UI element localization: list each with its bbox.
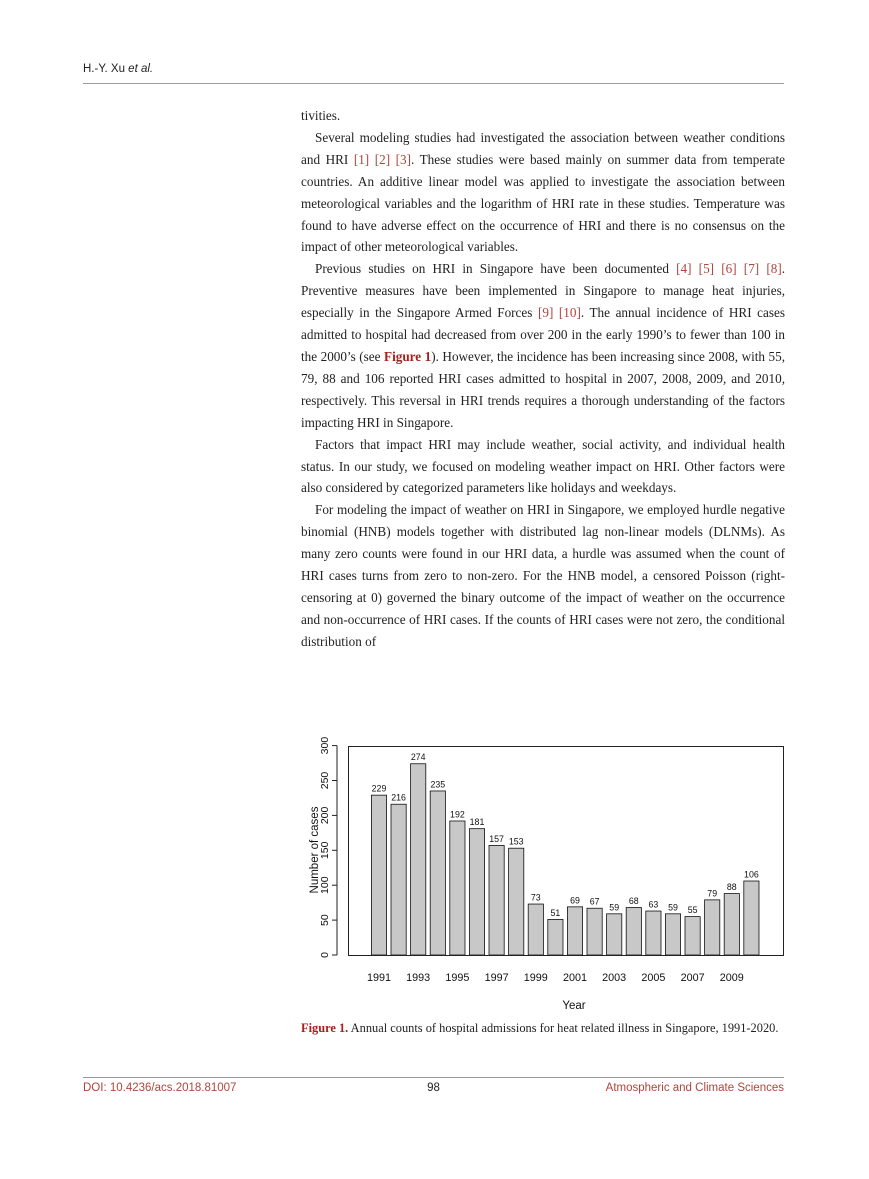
x-tick-label: 2009 xyxy=(719,972,744,984)
header-author: H.-Y. Xu xyxy=(83,63,129,75)
bar-value-label: 181 xyxy=(469,817,485,828)
bar-2002 xyxy=(587,908,602,955)
doi-link[interactable]: DOI: 10.4236/acs.2018.81007 xyxy=(83,1082,237,1094)
paragraph-2 xyxy=(301,258,785,433)
bar-value-label: 192 xyxy=(450,809,465,820)
body-text xyxy=(301,105,785,653)
bar-value-label: 67 xyxy=(589,896,600,907)
bar-2004 xyxy=(626,908,641,955)
bar-2008 xyxy=(705,900,720,955)
x-tick-label: 2001 xyxy=(562,972,588,984)
header-rule xyxy=(83,83,784,84)
paragraph-1-text-b: . These studies were based mainly on summer data from temperate countries. An additive linear model was applied to investigate the association between meteorological variables and the logarithm of HRI rate in these studies. Temperature was found to have adverse effect on the occurrence of HRI and there is no consensus on the impact of other meteorological variables. xyxy=(301,151,786,255)
figure-1-link[interactable]: Figure 1 xyxy=(384,348,432,364)
x-tick-label: 2005 xyxy=(641,972,666,984)
bar-value-label: 88 xyxy=(726,882,737,893)
bar-label-group xyxy=(372,752,759,918)
bar-value-label: 69 xyxy=(570,895,580,906)
bar-2005 xyxy=(646,911,661,955)
y-tick-label: 300 xyxy=(319,736,331,755)
citation-6[interactable]: [6] xyxy=(721,261,737,277)
paragraph-2-text-c: . The annual incidence of HRI cases admitted to hospital had decreased from over 200 in the early 1990’s to fewer than 100 in the 2000’s (see xyxy=(301,305,785,364)
y-tick-label: 150 xyxy=(319,841,331,860)
bar-2009 xyxy=(724,894,739,955)
x-tick-label: 2003 xyxy=(602,972,627,984)
bar-value-label: 63 xyxy=(648,899,659,910)
paragraph-4: For modeling the impact of weather on HRI in Singapore, we employed hurdle negative binomial (HNB) models together with distributed lag non-linear models (DLNMs). As many zero counts were found in our HRI data, a hurdle was assumed when the count of HRI cases turns from zero to non-zero. For the HNB model, a censored Poisson (right-censoring at 0) governed the binary outcome of the impact of weather on the occurrence and non-occurrence of HRI cases. If the counts of HRI cases were not zero, the conditional distribution of xyxy=(301,502,785,649)
bar-value-label: 59 xyxy=(668,902,678,913)
paragraph-0: tivities. xyxy=(301,108,341,123)
citation-3[interactable]: [3] xyxy=(395,151,412,167)
bar-value-label: 59 xyxy=(609,902,620,913)
paragraph-2-text-a: Previous studies on HRI in Singapore have been documented xyxy=(315,261,677,277)
bar-1999 xyxy=(528,904,543,955)
bar-1998 xyxy=(509,848,524,955)
bar-1991 xyxy=(371,795,386,955)
bar-1996 xyxy=(469,829,484,955)
x-tick-label: 1997 xyxy=(484,972,509,984)
x-tick-label: 2007 xyxy=(680,972,705,984)
bar-1994 xyxy=(430,791,445,955)
page-footer xyxy=(83,1082,784,1098)
citation-10[interactable]: [10] xyxy=(558,305,581,321)
citation-2[interactable]: [2] xyxy=(374,151,391,167)
x-tick-label: 1999 xyxy=(523,972,548,984)
caption-label: Figure 1. xyxy=(301,1021,349,1035)
running-header xyxy=(83,63,783,75)
figure-1 xyxy=(301,732,785,1014)
bar-2010 xyxy=(744,881,759,955)
bar-value-label: 68 xyxy=(628,896,639,907)
bar-value-label: 51 xyxy=(550,907,561,918)
x-axis-label: Year xyxy=(562,1000,586,1012)
x-tick-label: 1991 xyxy=(366,972,392,984)
y-tick-label: 100 xyxy=(319,876,331,894)
journal-name[interactable]: Atmospheric and Climate Sciences xyxy=(605,1082,784,1094)
caption-text: Annual counts of hospital admissions for heat related illness in Singapore, 1991-2020. xyxy=(348,1021,779,1035)
figure-caption xyxy=(301,1019,785,1037)
bar-1992 xyxy=(391,804,406,955)
header-etal: et al. xyxy=(128,63,154,75)
citation-5[interactable]: [5] xyxy=(698,261,715,277)
bar-2003 xyxy=(607,914,622,955)
bar-2007 xyxy=(685,917,700,955)
bar-value-label: 153 xyxy=(508,836,524,847)
bar-value-label: 73 xyxy=(530,892,541,903)
y-tick-label: 250 xyxy=(319,771,331,790)
y-tick-label: 0 xyxy=(319,952,331,958)
citation-1[interactable]: [1] xyxy=(353,151,370,167)
bar-2000 xyxy=(548,919,563,955)
page-number: 98 xyxy=(427,1082,440,1094)
y-tick-label: 200 xyxy=(319,806,331,825)
y-axis-label: Number of cases xyxy=(309,806,321,894)
y-tick-label: 50 xyxy=(319,914,331,926)
bar-value-label: 55 xyxy=(687,905,698,916)
bar-1995 xyxy=(450,821,465,955)
paragraph-1-text-a: Several modeling studies had investigated the association between weather conditions and HRI xyxy=(301,129,785,167)
bar-2001 xyxy=(567,907,582,955)
bar-value-label: 274 xyxy=(410,752,426,763)
bar-value-label: 229 xyxy=(371,783,387,794)
paragraph-2-text-b: . Preventive measures have been implemented in Singapore to manage heat injuries, especially in the Singapore Armed Forces xyxy=(301,261,786,321)
bar-1993 xyxy=(411,764,426,955)
bar-group xyxy=(371,764,759,955)
paragraph-2-text-d: ). However, the incidence has been increasing since 2008, with 55, 79, 88 and 106 reported HRI cases admitted to hospital in 2007, 2008, 2009, and 2010, respectively. This reversal in HRI trends requires a thorough understanding of the factors impacting HRI in Singapore. xyxy=(301,348,785,430)
bar-value-label: 157 xyxy=(489,833,504,844)
bar-value-label: 79 xyxy=(707,888,718,899)
paragraph-3: Factors that impact HRI may include weather, social activity, and individual health status. In our study, we focused on modeling weather impact on HRI. Other factors were also considered by categorized parameters like holidays and weekdays. xyxy=(301,436,785,496)
bar-chart xyxy=(301,732,785,1014)
citation-7[interactable]: [7] xyxy=(743,261,760,277)
bar-2006 xyxy=(665,914,680,955)
y-axis xyxy=(319,737,337,958)
citation-8[interactable]: [8] xyxy=(766,261,782,277)
bar-value-label: 235 xyxy=(430,779,446,790)
x-tick-label: 1995 xyxy=(445,972,470,984)
paragraph-1 xyxy=(301,127,785,258)
x-axis xyxy=(367,972,744,984)
footer-rule xyxy=(83,1077,784,1078)
bar-1997 xyxy=(489,845,504,955)
citation-9[interactable]: [9] xyxy=(537,305,554,321)
x-tick-label: 1993 xyxy=(406,972,431,984)
bar-value-label: 106 xyxy=(744,869,759,880)
citation-4[interactable]: [4] xyxy=(676,261,692,277)
bar-value-label: 216 xyxy=(391,792,406,803)
